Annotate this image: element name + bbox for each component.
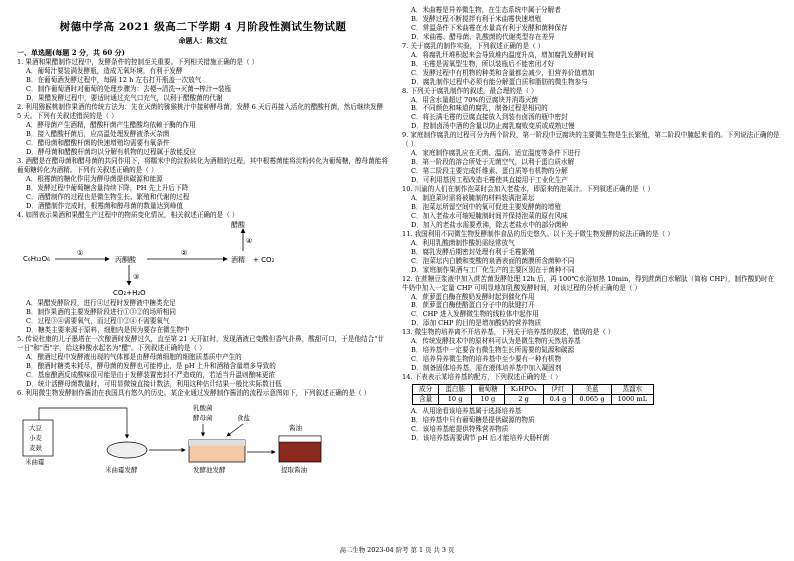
question-stem: 12. 在蔗糖豆浆液中加入蔗苦菌发酵处理 12h 后，再 100℃水浴加热 10min，得到蔗菌白水解肽（简称 CHP），制作酸奶时在牛奶中加入一定量 CHP 可明显地加乳酸发酵时间，对该过程的分析正确的是（ ） (402, 274, 775, 292)
answer-option: B．不同颜色和味道的腐乳，制备过程是相同的 (411, 104, 548, 113)
answer-option: D．加入的老盐水需要煮沸，除去老盐水中的部分菌种 (411, 220, 568, 229)
question-stem: 8. 下列关于腐乳制作的叙述，最合理的是（ ） (402, 86, 538, 95)
question-stem: 9. 家庭制作腐乳的过程可分为两个阶段，第一阶段中豆腐块的主要微生物是生长繁殖，第二阶段中腌起来看的。下列说法正确的是（ ） (402, 131, 780, 149)
soy-label: 酱油 (289, 423, 302, 432)
pond-label: 发酵池发酵 (193, 465, 226, 474)
table-header-cell: 葡萄糖 (471, 385, 504, 395)
answer-option: D．酒醋制作完成时，根霉菌和醇母菌的数量达到峰值 (26, 201, 183, 210)
table-header-cell: 蒸馏水 (611, 385, 654, 395)
answer-option: B．在葡萄酒发酵过程中，每隔 12 h 左右打开瓶盖一次放气 (26, 76, 202, 85)
answer-option: B．第一阶段的溶合所处于无菌空气，以利于蛋白质水解 (411, 158, 575, 167)
answer-option: D．酵母菌和醋酸杆菌均以分解有机物的过程属于放能反应 (26, 147, 197, 156)
question-stem: 10. 川渝的人们在制作泡菜时会加入老盐水，即原来的泡菜汁。下列叙述正确的是（ ） (402, 185, 655, 194)
table-cell: 0.4 g (543, 395, 573, 405)
table-header-cell: 成分 (413, 385, 439, 395)
answer-option: C．泡菜坛内白膜和变酸的泉酒表面的菌膜所含菌种不同 (411, 256, 575, 265)
label-step1: ① (77, 249, 84, 258)
answer-option: B．发酵过程中葡萄糖含量持续下降，PH 先上升后下降 (26, 183, 189, 192)
raw-material-3: 麦麸 (29, 443, 42, 452)
table-cell: 10 g (439, 395, 472, 405)
question-stem: 1. 果酒和果醋制作过程中，发酵条件的控制至关重要。下列相关措施正确的是（ ） (17, 58, 259, 67)
answer-option: C．CHP 进入发酵微生物的线粒体中起作用 (411, 310, 539, 319)
question-stem: 3. 酒醋是在醋母菌和醋母菌的共同作用下，将糯米中的淀粉转化为酒精的过程，其中根霉菌能将淀粉转化为葡萄糖，醇母菌能将葡萄糖转化为酒精。下列有关叙述正确的是（ ） (17, 156, 389, 174)
answer-option: A．制泡菜时需将被腌制的材料装满泡菜坛 (411, 194, 535, 203)
answer-option: D．糖类主要来源于原料，细胞内是因为要存在微生物中 (26, 326, 190, 335)
table-cell: 含量 (413, 395, 439, 405)
question-stem: 14. 下表表示某培养基的配方，下列叙述正确的是（ ） (402, 373, 562, 382)
answer-option: B．发酵过程不断搅拌有利于米曲霉快速增殖 (411, 14, 542, 23)
answer-option: A．酿酒过程中发酵液出现的气体都是由酵母菌细胞的细胞质基质中产生的 (26, 353, 242, 362)
answer-option: B．培养基中只有葡萄糖是提供碳源的物质 (411, 415, 535, 424)
answer-option: C．醋母菌和醋酸杆菌的快速增殖均需要有氧条件 (26, 138, 170, 147)
section-heading: 一、单选题(每题 2 分，共 60 分) (17, 47, 125, 57)
question-list-right-2 (402, 407, 780, 443)
answer-option: B．制作果酒的主要发酵阶段进行①③②的场所相同 (26, 308, 176, 317)
answer-option: D．果醋发酵过程中，要适时通过充气口充气，以利于醋酸菌的代谢 (26, 94, 223, 103)
label-glucose: C₆H₁₂O₆ (23, 255, 50, 264)
table-header-cell: 伊红 (543, 385, 573, 395)
answer-option: D．添加 CHP 的目的是增加酸奶的营养物质 (411, 319, 542, 328)
table-cell: 10 g (471, 395, 504, 405)
question-list-left (17, 58, 389, 219)
answer-option: C．加入老盐水可缩短腌制时间并保持泡菜的原有风味 (411, 211, 568, 220)
label-final: CO₂+H₂O (113, 289, 146, 298)
answer-option: A．利用乳酸菌制作酸奶需经常放气 (411, 238, 515, 247)
right-column (402, 6, 780, 443)
koji-label: 米曲霉发酵 (105, 465, 138, 474)
label-step4: ④ (246, 237, 253, 246)
answer-option: C．第二阶段主要完成纤维素、蛋白质等有机物的分解 (411, 167, 568, 176)
answer-option: A．传统发酵技术中的原材料可认为是微生物的天然培养基 (411, 337, 581, 346)
answer-option: D．腐乳制作过程中必须有能分解蛋白质和脂肪的微生物参与 (411, 77, 588, 86)
answer-option: A．蔗萝蛋白酶在酸奶发酵时起到催化作用 (411, 292, 535, 301)
bacteria-2: 酵母菌 (193, 413, 213, 422)
answer-option: D．可利用基因工程改造毛霉使其直接用于工业化生产 (411, 176, 568, 185)
label-step2: ② (181, 249, 188, 258)
answer-option: D．统计活酵母菌数量时，可用显微镜直接计数法，利用这种估计结果一般比实际数目低 (26, 380, 282, 389)
question-stem: 11. 我国利用不同微生物发酵制作食品的历史悠久。以下关于微生物发酵的说法正确的是（ ） (402, 229, 674, 238)
answer-option: D．控制卤汤中酒的含量以防止腐乳腐败变质或成熟过慢 (411, 122, 575, 131)
answer-option: A．根霉菌的糖化作用为酵母菌提供碳源和能源 (26, 174, 163, 183)
label-pyruvate: 丙酮酸 (115, 256, 136, 265)
answer-option: C．该培养基能提供特殊营养物质 (411, 424, 509, 433)
answer-option: C．制作葡萄酒时对葡萄的处理步骤为：去梗→清洗→灭菌→榨汁→装瓶 (26, 85, 232, 94)
label-step3: ③ (133, 273, 140, 282)
answer-option: D．米曲霉、醋母菌、乳酸菌的代谢类型存在差异 (411, 32, 555, 41)
page-footer: 高二生物 2023-04 阶考 第 1 页 共 3 页 (339, 546, 455, 555)
exam-title: 树德中学高 2021 级高二下学期 4 月阶段性测试生物试题 (59, 21, 347, 33)
answer-option: D．该培养基需要调节 pH 后才能培养大肠杆菌 (411, 433, 550, 442)
answer-option: C．过程③④需要氧气，而过程①②④不需要氧气 (26, 317, 170, 326)
question-list-right (402, 6, 780, 382)
table-cell: 0.065 g (573, 395, 611, 405)
label-co2: + CO₂ (253, 256, 275, 265)
answer-option: B．蔗萝蛋白酶使酪蛋白分子中的肽键打开 (411, 301, 535, 310)
label-alcohol: 酒精 (231, 256, 245, 265)
answer-option: A．从用途看该培养基属于选择培养基 (411, 407, 522, 416)
answer-option: B．接入醋酸杆菌后，应高温处理发酵液杀灭杂菌 (26, 129, 170, 138)
answer-option: C．培养异养微生物的培养基中至少要有一种有机物 (411, 355, 562, 364)
answer-option: A．果醋发酵阶段，进行④过程时发酵液中糖类充足 (26, 299, 176, 308)
answer-option: A．酵母菌产生酒精，醋酸杆菌产生醋酸均依赖于酶的作用 (26, 120, 196, 129)
question-stem: 6. 利用微生物发酵制作酱油在我国具有悠久的历史。某企业通过发酵制作酱油的流程示意图如下，下列叙述正确的是（ ） (17, 388, 371, 397)
question-stem: 2. 利用猕猴桃制作果酒的传统方法为：先在灭菌的猕猴桃汁中接种酵母菌，发酵 6 天后再接入活化的醋酸杆菌，然后继续发酵 5 天。下列有关叙述错误的是（ ） (17, 103, 384, 121)
question-list-left-2 (17, 299, 389, 397)
fermentation-pathway-diagram (17, 219, 389, 299)
answer-option: D．制备固体培养基，需在液体培养基中加入凝固剂 (411, 364, 562, 373)
question-stem: 13. 微生物的培养离不开培养基，下列关于培养基的叙述，错误的是（ ） (402, 328, 615, 337)
bacteria-1: 乳酸菌 (193, 403, 213, 412)
answer-option: B．腐乳发酵后期密封处理有利于毛霉繁殖 (411, 247, 535, 256)
question-stem: 7. 关于腐乳的制作实验，下列叙述正确的是（ ） (402, 41, 545, 50)
raw-material-1: 大豆 (29, 423, 42, 432)
raw-material-2: 小麦 (29, 433, 42, 442)
table-header-cell: 美蓝 (573, 385, 611, 395)
answer-option: C．将长满毛霉的豆腐直接放入到装有卤汤的瓶中密封 (411, 113, 568, 122)
answer-option: B．培养基中一定要含有微生物生长所需要的氮源和碳源 (411, 346, 575, 355)
question-stem: 5. 传说杜康的儿子墨塔在一次酿酒时发酵过久，直至第 21 天开缸时，发现酒液已变酸但香气扑鼻，酸甜可口，于是他结合"廿一日"和"酉"字，给这种酸水起名为"醋"。下列叙述正确的是（ ） (17, 335, 384, 353)
label-vinegar: 醋酸 (231, 221, 245, 230)
answer-option: B．泡菜坛所留空间中的氧可促进主要发酵菌的增殖 (411, 202, 561, 211)
table-cell: 2 g (504, 395, 543, 405)
answer-option: C．基座酿酒反成酸味很可能是由于发酵装置密封不严造成的，若适当升温则酿味更浓 (26, 371, 276, 380)
answer-option: A．家庭制作腐乳应在无菌、温润、适宜温度等条件下进行 (411, 149, 581, 158)
answer-option: A．米曲霉是异养微生物，在生态系统中属于分解者 (411, 6, 561, 14)
filter-label: 提取酱油 (281, 465, 307, 474)
question-stem: 4. 如图表示果酒和果醋生产过程中的物质变化情况，相关叙述正确的是（ ） (17, 210, 239, 219)
salt-label: 食盐 (237, 413, 250, 422)
answer-option: C．常温条件下米曲霉在水量高有利于发酵和菌种保存 (411, 23, 568, 32)
author-line: 命题人：陈文红 (178, 36, 228, 46)
answer-option: C．发酵过程中有机物的种类和含量都会减少，但营养价值增加 (411, 68, 595, 77)
answer-option: A．葡萄汁要装满发酵瓶，造成无氧环境，有利于发酵 (26, 67, 183, 76)
soy-sauce-process-diagram (17, 398, 389, 488)
answer-option: D．家庭制作果酒与工厂化生产的主要区别在于菌种不同 (411, 265, 575, 274)
table-cell: 1000 mL (611, 395, 654, 405)
answer-option: C．酒醋制作的过程也是微生物生长、繁殖和代谢的过程 (26, 192, 190, 201)
medium-recipe-table (412, 384, 654, 405)
answer-option: B．酿酒时糖类未耗尽，酵母菌的发酵也可能停止，是 pH 上升和酒精含量增多导致的 (26, 362, 276, 371)
answer-option: B．毛霉是需氧型生物，所以装瓶后不能密闭才好 (411, 59, 555, 68)
answer-option: A．用含水量超过 70%的豆腐块并消毒灭菌 (411, 95, 539, 104)
answer-option: A．将腐乳坯堆积起来会导致堆内温度升高，增加腐乳发酵时间 (411, 50, 594, 59)
left-column (17, 6, 389, 488)
mold-label: 米曲霉 (25, 457, 45, 466)
table-header-cell: 蛋白胨 (439, 385, 472, 395)
table-header-cell: K₂HPO₄ (504, 385, 543, 395)
